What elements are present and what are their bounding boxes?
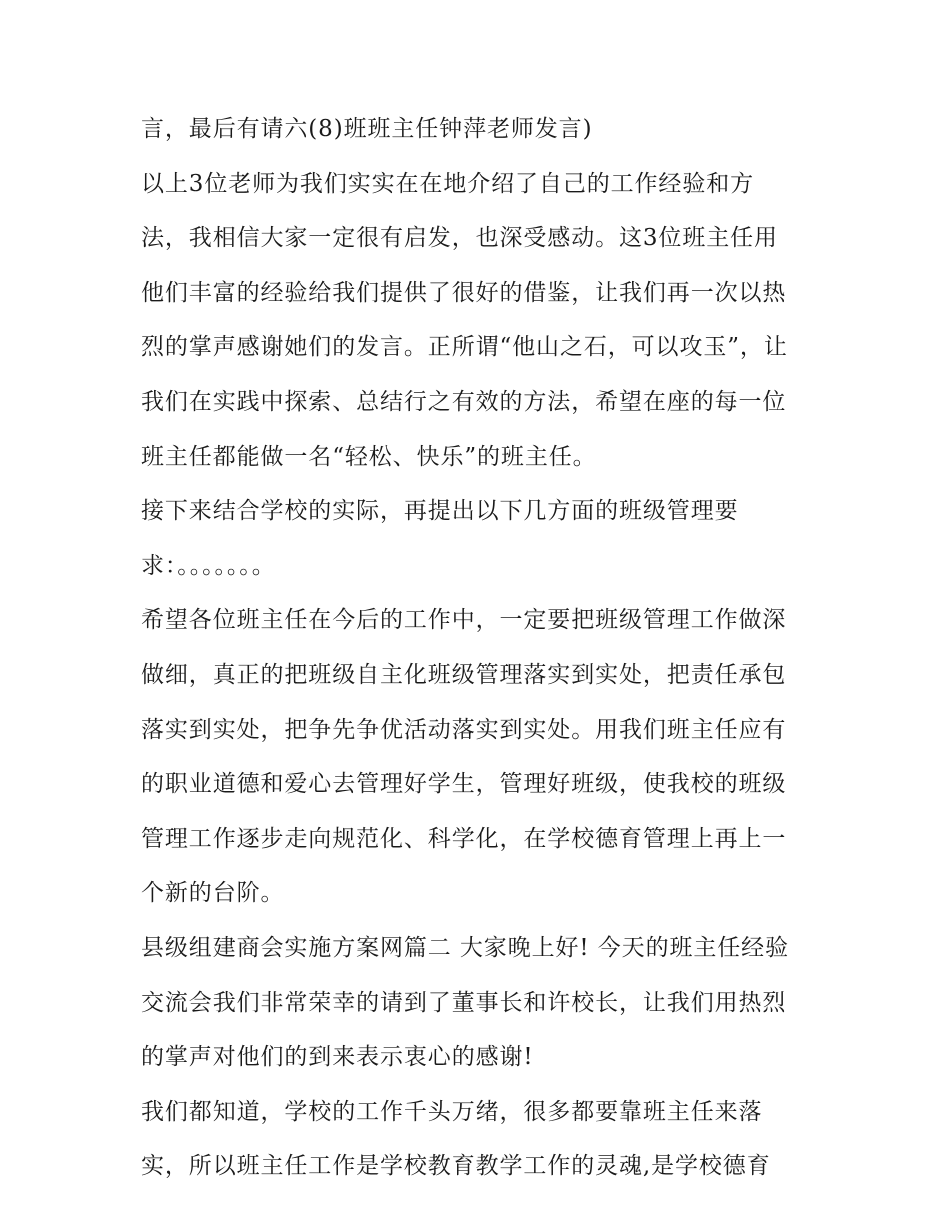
text-line: 的职业道德和爱心去管理好学生，管理好班级，使我校的班级: [141, 771, 787, 798]
text-line: 班主任都能做一名“轻松、快乐”的班主任。: [141, 443, 597, 470]
text-line: 县级组建商会实施方案网篇二 大家晚上好! 今天的班主任经验: [141, 934, 789, 961]
text-line: 管理工作逐步走向规范化、科学化，在学校德育管理上再上一: [141, 825, 787, 852]
text-line: 我们在实践中探索、总结行之有效的方法，希望在座的每一位: [141, 388, 787, 415]
text-line: 烈的掌声感谢她们的发言。正所谓“他山之石，可以攻玉”，让: [141, 334, 788, 361]
text-line: 希望各位班主任在今后的工作中，一定要把班级管理工作做深: [141, 607, 787, 634]
text-line: 落实到实处，把争先争优活动落实到实处。用我们班主任应有: [141, 716, 787, 743]
text-line: 做细，真正的把班级自主化班级管理落实到实处，把责任承包: [141, 661, 787, 688]
text-line: 我们都知道，学校的工作千头万绪，很多都要靠班主任来落: [141, 1098, 763, 1125]
text-line: 接下来结合学校的实际，再提出以下几方面的班级管理要: [141, 498, 739, 525]
body-text: [141, 110, 821, 1202]
text-line: 求：。。。。。。。: [141, 552, 276, 579]
text-line: 实，所以班主任工作是学校教育教学工作的灵魂,是学校德育: [141, 1153, 771, 1180]
text-line: 以上3位老师为我们实实在在地介绍了自己的工作经验和方: [141, 170, 755, 197]
text-line: 个新的台阶。: [141, 880, 285, 907]
text-line: 交流会我们非常荣幸的请到了董事长和许校长，让我们用热烈: [141, 989, 787, 1016]
text-line: 言，最后有请六(8)班班主任钟萍老师发言): [141, 116, 593, 142]
text-line: 的掌声对他们的到来表示衷心的感谢!: [141, 1044, 534, 1071]
text-line: 法，我相信大家一定很有启发，也深受感动。这3位班主任用: [141, 225, 778, 252]
text-line: 他们丰富的经验给我们提供了很好的借鉴，让我们再一次以热: [141, 279, 787, 306]
